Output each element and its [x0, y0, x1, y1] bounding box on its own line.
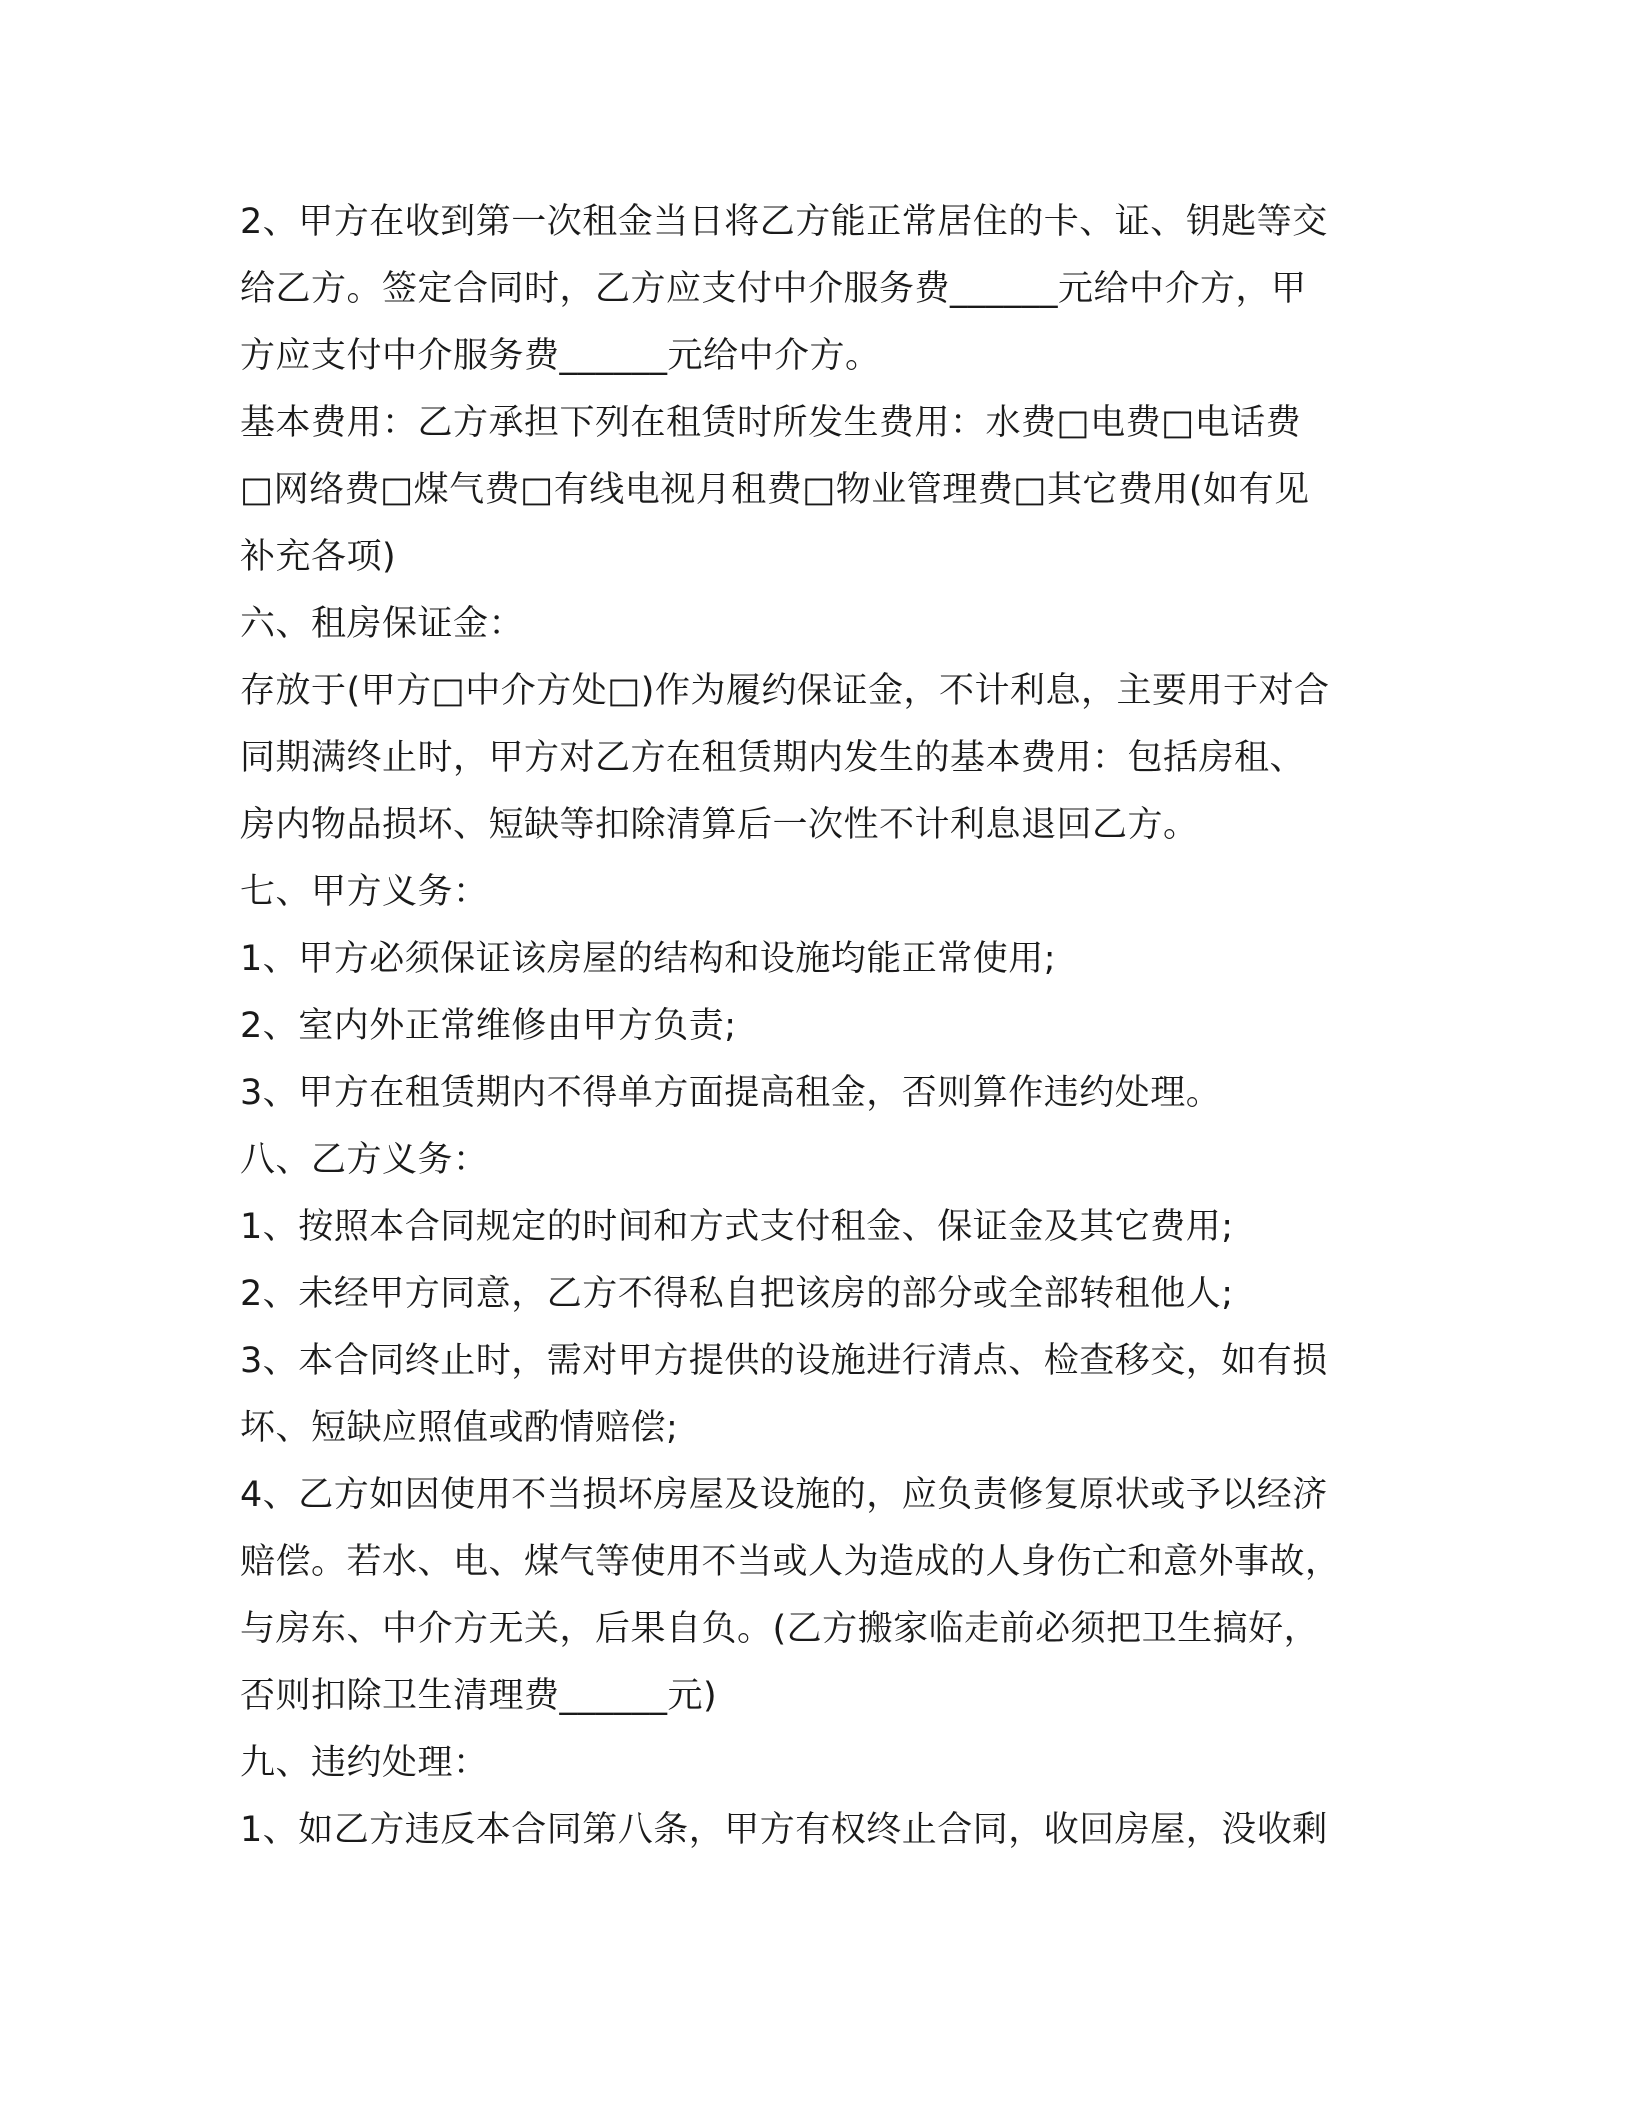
text-line: 给乙方。签定合同时，乙方应支付中介服务费______元给中介方，甲 — [240, 269, 1307, 309]
text-line: 存放于(甲方□中介方处□)作为履约保证金，不计利息，主要用于对合 — [240, 671, 1330, 711]
list-item: 1、按照本合同规定的时间和方式支付租金、保证金及其它费用; — [240, 1207, 1234, 1247]
list-item: 3、甲方在租赁期内不得单方面提高租金，否则算作违约处理。 — [240, 1073, 1222, 1113]
section-heading: 七、甲方义务： — [240, 872, 489, 912]
list-item: 4、乙方如因使用不当损坏房屋及设施的，应负责修复原状或予以经济 — [240, 1475, 1328, 1515]
list-item: 1、甲方必须保证该房屋的结构和设施均能正常使用; — [240, 939, 1057, 979]
list-item: 2、室内外正常维修由甲方负责; — [240, 1006, 737, 1046]
text-line: 坏、短缺应照值或酌情赔偿; — [240, 1408, 679, 1448]
section-heading: 八、乙方义务： — [240, 1140, 489, 1180]
text-line: 补充各项) — [240, 537, 397, 577]
text-line: 2、甲方在收到第一次租金当日将乙方能正常居住的卡、证、钥匙等交 — [240, 202, 1328, 242]
text-line: 与房东、中介方无关，后果自负。(乙方搬家临走前必须把卫生搞好， — [240, 1609, 1320, 1649]
section-heading: 六、租房保证金： — [240, 604, 525, 644]
text-line: □网络费□煤气费□有线电视月租费□物业管理费□其它费用(如有见 — [240, 470, 1310, 510]
text-line: 方应支付中介服务费______元给中介方。 — [240, 336, 881, 376]
list-item: 2、未经甲方同意，乙方不得私自把该房的部分或全部转租他人; — [240, 1274, 1234, 1314]
text-line: 基本费用：乙方承担下列在租赁时所发生费用：水费□电费□电话费 — [240, 403, 1302, 443]
text-line: 同期满终止时，甲方对乙方在租赁期内发生的基本费用：包括房租、 — [240, 738, 1306, 778]
section-heading: 九、违约处理： — [240, 1743, 489, 1783]
document-page — [240, 189, 1400, 1864]
list-item: 1、如乙方违反本合同第八条，甲方有权终止合同，收回房屋，没收剩 — [240, 1810, 1328, 1850]
text-line: 否则扣除卫生清理费______元) — [240, 1676, 718, 1716]
list-item: 3、本合同终止时，需对甲方提供的设施进行清点、检查移交，如有损 — [240, 1341, 1328, 1381]
text-line: 赔偿。若水、电、煤气等使用不当或人为造成的人身伤亡和意外事故， — [240, 1542, 1341, 1582]
text-line: 房内物品损坏、短缺等扣除清算后一次性不计利息退回乙方。 — [240, 805, 1199, 845]
